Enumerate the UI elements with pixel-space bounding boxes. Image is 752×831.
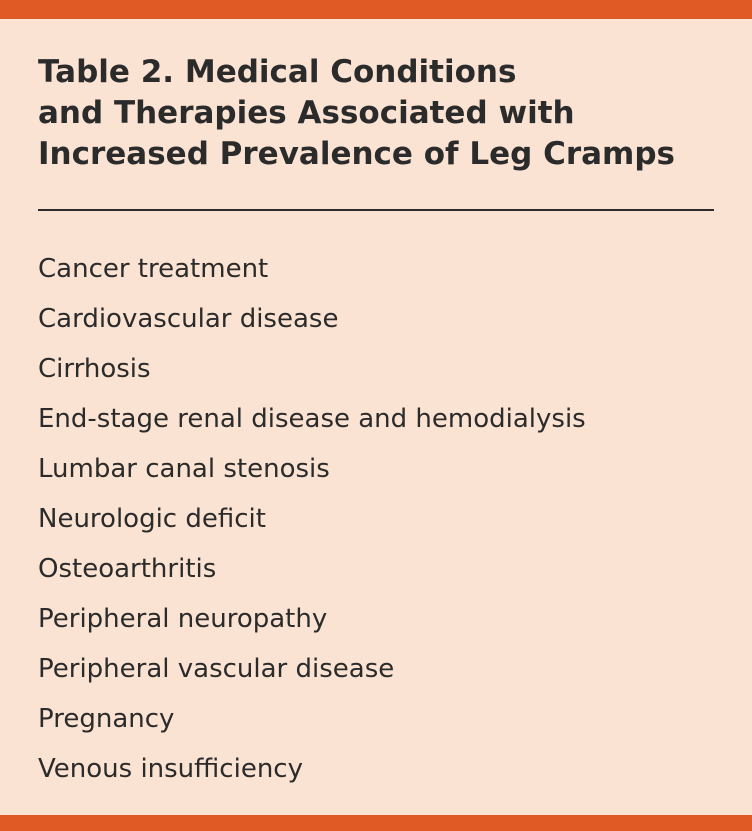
list-item: Peripheral vascular disease: [38, 654, 395, 684]
list-item: End-stage renal disease and hemodialysis: [38, 404, 586, 434]
list-item: Pregnancy: [38, 704, 175, 734]
table-title: [38, 52, 728, 175]
list-item: Neurologic deficit: [38, 504, 266, 534]
list-item: Cardiovascular disease: [38, 304, 339, 334]
table-title-line-2: and Therapies Associated with: [38, 95, 575, 131]
table-title-line-3: Increased Prevalence of Leg Cramps: [38, 136, 675, 172]
title-divider: [38, 209, 714, 211]
list-item: Venous insufficiency: [38, 754, 303, 784]
list-item: Lumbar canal stenosis: [38, 454, 330, 484]
bottom-accent-bar: [0, 815, 752, 831]
table-title-line-1: Table 2. Medical Conditions: [38, 54, 517, 90]
conditions-list: [38, 244, 586, 794]
list-item: Osteoarthritis: [38, 554, 217, 584]
top-accent-bar: [0, 0, 752, 19]
list-item: Peripheral neuropathy: [38, 604, 328, 634]
list-item: Cirrhosis: [38, 354, 151, 384]
list-item: Cancer treatment: [38, 254, 269, 284]
